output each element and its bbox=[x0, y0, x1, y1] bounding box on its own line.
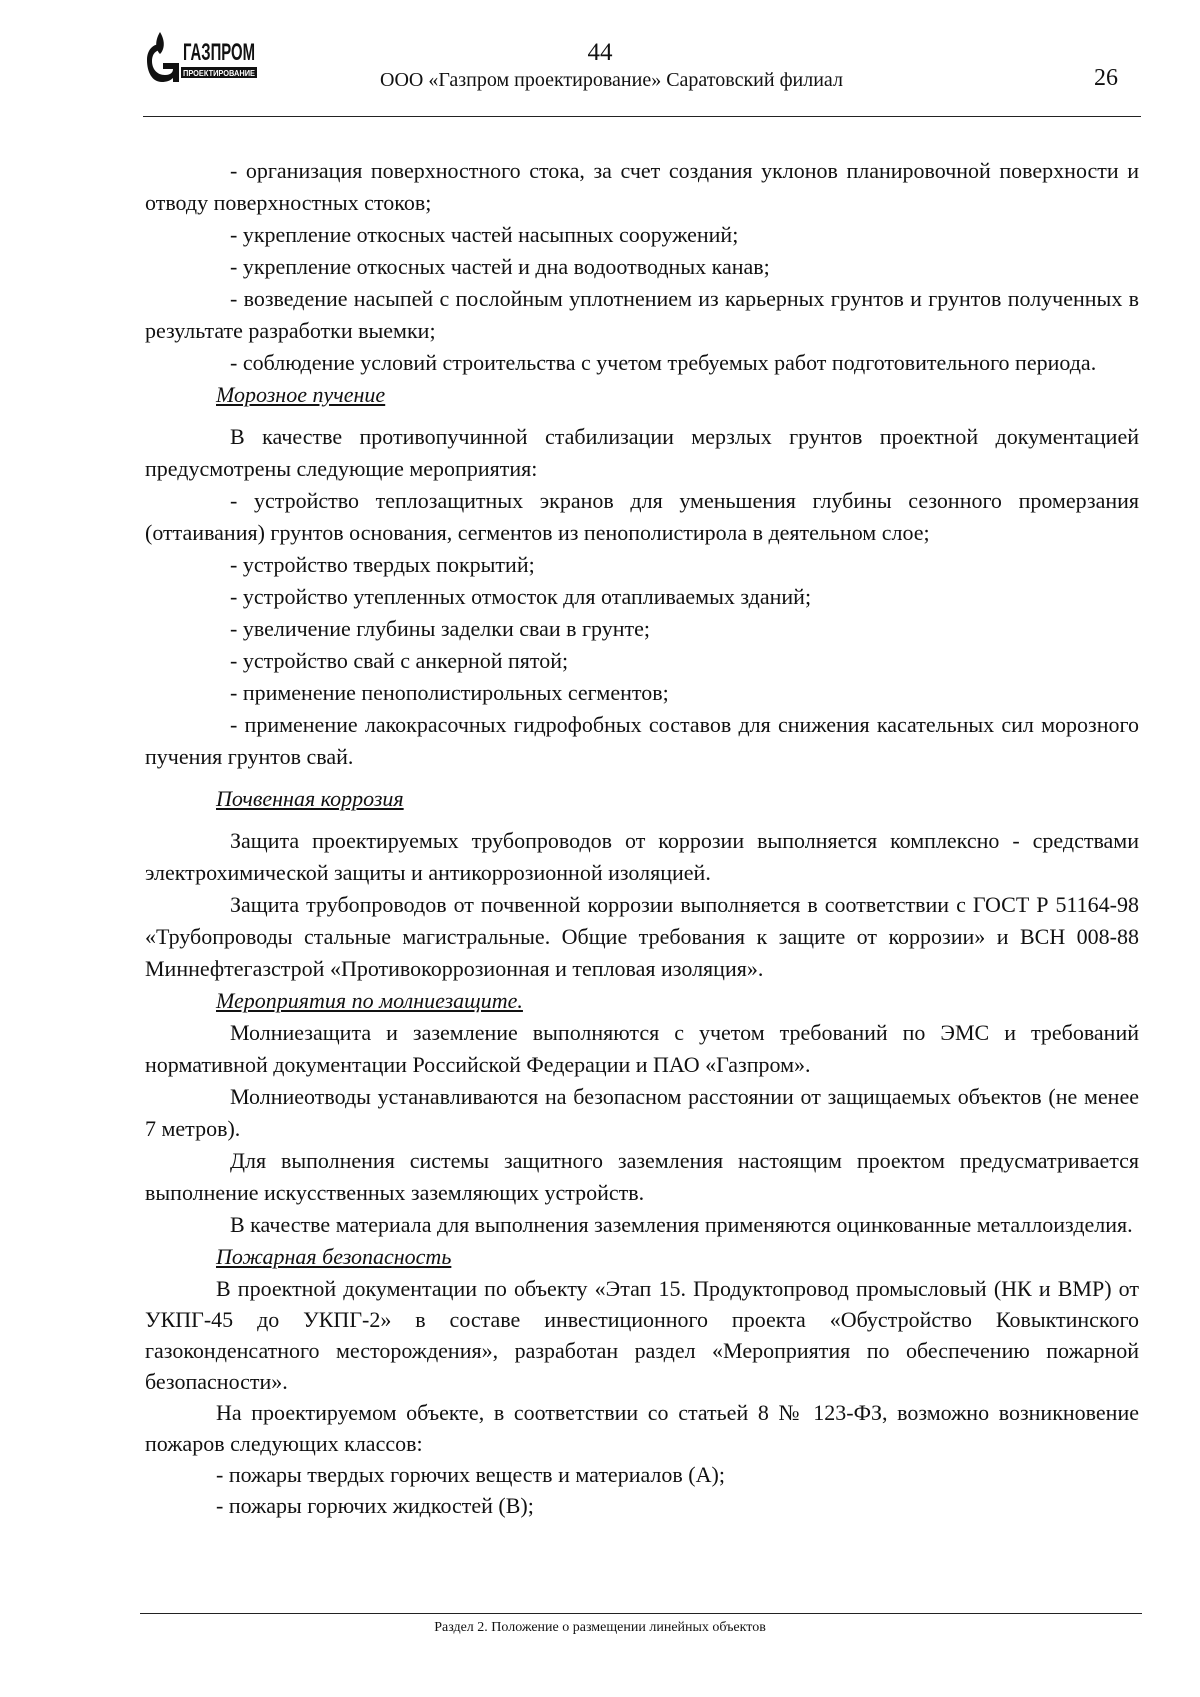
paragraph: Защита трубопроводов от почвенной коррозии выполняется в соответствии с ГОСТ Р 51164-98 «Трубопроводы стальные магистральные. Общие требования к защите от коррозии» и ВСН 008-88 Миннефтегазстрой «Противокоррозионная и тепловая изоляция». bbox=[145, 892, 1139, 981]
paragraph: Для выполнения системы защитного заземления настоящим проектом предусматривается выполнение искусственных заземляющих устройств. bbox=[145, 1148, 1139, 1205]
paragraph: - применение лакокрасочных гидрофобных составов для снижения касательных сил морозного пучения грунтов свай. bbox=[145, 712, 1139, 769]
header-divider bbox=[143, 116, 1141, 117]
paragraph: - устройство утепленных отмосток для отапливаемых зданий; bbox=[230, 584, 812, 609]
paragraph: - соблюдение условий строительства с учетом требуемых работ подготовительного периода. bbox=[230, 350, 1097, 375]
paragraph: - устройство свай с анкерной пятой; bbox=[230, 648, 569, 673]
document-body bbox=[145, 155, 1139, 1521]
section-heading-frost-heave: Морозное пучение bbox=[216, 382, 386, 407]
paragraph: На проектируемом объекте, в соответствии со статьей 8 № 123-ФЗ, возможно возникновение пожаров следующих классов: bbox=[145, 1400, 1139, 1456]
paragraph: Молниеотводы устанавливаются на безопасном расстоянии от защищаемых объектов (не менее 7 метров). bbox=[145, 1084, 1139, 1141]
paragraph: - пожары твердых горючих веществ и материалов (А); bbox=[216, 1462, 725, 1487]
section-heading-soil-corrosion: Почвенная коррозия bbox=[216, 786, 404, 811]
svg-text:ПРОЕКТИРОВАНИЕ: ПРОЕКТИРОВАНИЕ bbox=[183, 69, 256, 78]
footer-section-title: Раздел 2. Положение о размещении линейных объектов bbox=[434, 1620, 766, 1635]
paragraph: - укрепление откосных частей и дна водоотводных канав; bbox=[230, 254, 770, 279]
gazprom-logo bbox=[143, 30, 258, 86]
paragraph: В качестве противопучинной стабилизации мерзлых грунтов проектной документацией предусмотрены следующие мероприятия: bbox=[145, 424, 1139, 481]
paragraph: - устройство твердых покрытий; bbox=[230, 552, 535, 577]
paragraph: В качестве материала для выполнения заземления применяются оцинкованные металлоизделия. bbox=[230, 1212, 1133, 1237]
spacer bbox=[145, 815, 1139, 825]
section-heading-lightning-protection: Мероприятия по молниезащите. bbox=[216, 988, 523, 1013]
paragraph: - устройство теплозащитных экранов для уменьшения глубины сезонного промерзания (оттаивания) грунтов основания, сегментов из пенополистирола в деятельном слое; bbox=[145, 488, 1139, 545]
svg-text:ГАЗПРОМ: ГАЗПРОМ bbox=[183, 39, 255, 66]
footer-divider bbox=[140, 1613, 1142, 1614]
paragraph: - укрепление откосных частей насыпных сооружений; bbox=[230, 222, 739, 247]
paragraph: Защита проектируемых трубопроводов от коррозии выполняется комплексно - средствами электрохимической защиты и антикоррозионной изоляцией. bbox=[145, 828, 1139, 885]
paragraph: Молниезащита и заземление выполняются с учетом требований по ЭМС и требований нормативной документации Российской Федерации и ПАО «Газпром». bbox=[145, 1020, 1139, 1077]
sheet-number: 26 bbox=[1094, 65, 1118, 91]
page-number: 44 bbox=[587, 39, 613, 66]
paragraph: - пожары горючих жидкостей (В); bbox=[216, 1493, 534, 1518]
paragraph: - возведение насыпей с послойным уплотнением из карьерных грунтов и грунтов полученных в результате разработки выемки; bbox=[145, 286, 1139, 343]
spacer bbox=[145, 773, 1139, 783]
spacer bbox=[145, 411, 1139, 421]
header-organization: ООО «Газпром проектирование» Саратовский филиал bbox=[380, 69, 843, 91]
paragraph: В проектной документации по объекту «Этап 15. Продуктопровод промысловый (НК и ВМР) от УКПГ-45 до УКПГ-2» в составе инвестиционного проекта «Обустройство Ковыктинского газоконденсатного месторождения», разработан раздел «Мероприятия по обеспечению пожарной безопасности». bbox=[145, 1276, 1139, 1394]
section-heading-fire-safety: Пожарная безопасность bbox=[216, 1244, 452, 1269]
paragraph: - увеличение глубины заделки сваи в грунте; bbox=[230, 616, 650, 641]
paragraph: - применение пенополистирольных сегментов; bbox=[230, 680, 669, 705]
paragraph: - организация поверхностного стока, за счет создания уклонов планировочной поверхности и отводу поверхностных стоков; bbox=[145, 158, 1139, 215]
